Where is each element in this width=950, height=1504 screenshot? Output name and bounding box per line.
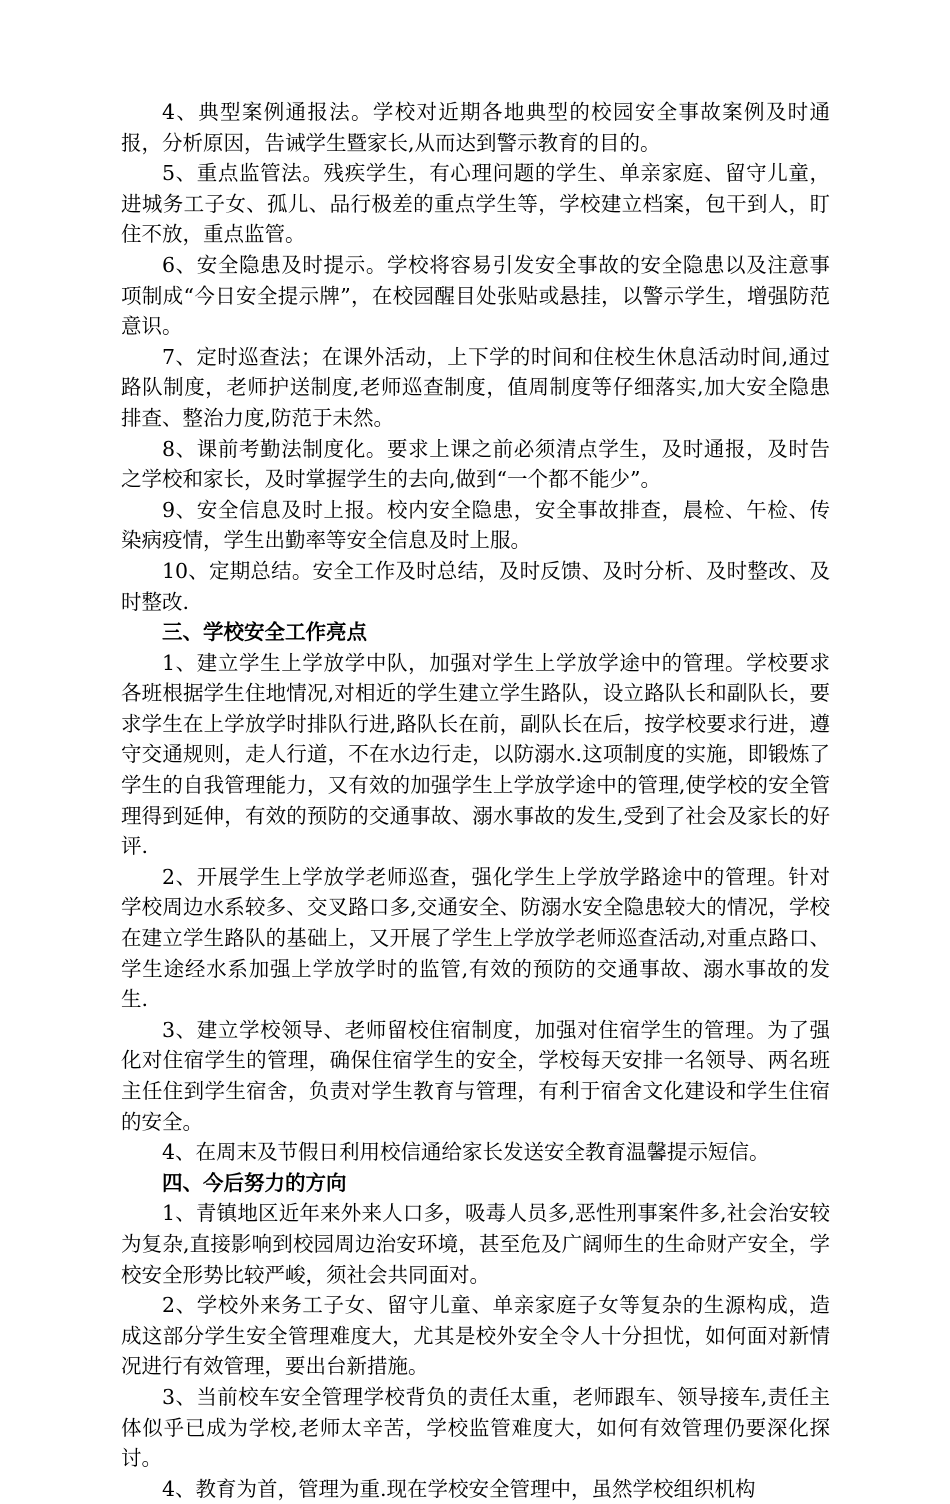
direction-2-student-sources: 2、学校外来务工子女、留守儿童、单亲家庭子女等复杂的生源构成，造成这部分学生安全管理难度大，尤其是校外安全令人十分担忧，如何面对新情况进行有效管理，要出台新措施。 [121,1293,830,1379]
item-4-case-report: 4、典型案例通报法。学校对近期各地典型的校园安全事故案例及时通报，分析原因，告诫学生暨家长,从而达到警示教育的目的。 [121,100,830,155]
item-9-reporting: 9、安全信息及时上报。校内安全隐患，安全事故排查，晨检、午检、传染病疫情，学生出勤率等安全信息及时上服。 [121,497,830,553]
highlight-3-dorm-duty: 3、建立学校领导、老师留校住宿制度，加强对住宿学生的管理。为了强化对住宿学生的管理，确保住宿学生的安全，学校每天安排一名领导、两名班主任住到学生宿舍，负责对学生教育与管理，有利于宿舍文化建设和学生住宿的安全。 [121,1017,830,1134]
item-10-summary: 10、定期总结。安全工作及时总结，及时反馈、及时分析、及时整改、及时整改. [121,558,830,614]
highlight-4-sms: 4、在周末及节假日利用校信通给家长发送安全教育温馨提示短信。 [162,1140,770,1165]
direction-1-environment: 1、青镇地区近年来外来人口多，吸毒人员多,恶性刑事案件多,社会治安较为复杂,直接影响到校园周边治安环境，甚至危及广阔师生的生命财产安全，学校安全形势比较严峻，须社会共同面对。 [121,1201,830,1287]
item-5-key-supervision: 5、重点监管法。残疾学生，有心理问题的学生、单亲家庭、留守儿童，进城务工子女、孤儿、品行极差的重点学生等，学校建立档案，包干到人，盯住不放，重点监管。 [121,161,830,247]
direction-3-school-bus: 3、当前校车安全管理学校背负的责任太重，老师跟车、领导接车,责任主体似乎已成为学校,老师太辛苦，学校监管难度大，如何有效管理仍要深化探讨。 [121,1384,830,1471]
highlight-2-teacher-patrol: 2、开展学生上学放学老师巡查，强化学生上学放学路途中的管理。针对学校周边水系较多、交叉路口多,交通安全、防溺水安全隐患较大的情况，学校在建立学生路队的基础上，又开展了学生上学放学老师巡查活动,对重点路口、学生途经水系加强上学放学时的监管,有效的预防的交通事故、溺水事故的发生. [121,864,830,1012]
item-6-hazard-reminder: 6、安全隐患及时提示。学校将容易引发安全事故的安全隐患以及注意事项制成“今日安全提示牌”，在校园醒目处张贴或悬挂，以警示学生，增强防范意识。 [121,252,830,339]
direction-4-education-first: 4、教育为首，管理为重.现在学校安全管理中，虽然学校组织机构 [162,1476,756,1501]
section-3-heading: 三、学校安全工作亮点 [162,620,367,645]
item-8-attendance: 8、课前考勤法制度化。要求上课之前必须清点学生，及时通报，及时告之学校和家长，及时掌握学生的去向,做到“一个都不能少”。 [121,436,830,492]
section-4-heading: 四、今后努力的方向 [162,1170,347,1195]
highlight-1-squad: 1、建立学生上学放学中队，加强对学生上学放学途中的管理。学校要求各班根据学生住地情况,对相近的学生建立学生路队，设立路队长和副队长，要求学生在上学放学时排队行进,路队长在前，副队长在后，按学校要求行进，遵守交通规则，走人行道，不在水边行走，以防溺水.这项制度的实施，即锻炼了学生的自我管理能力，又有效的加强学生上学放学途中的管理,使学校的安全管理得到延伸，有效的预防的交通事故、溺水事故的发生,受到了社会及家长的好评. [121,650,830,859]
item-7-patrol: 7、定时巡查法；在课外活动，上下学的时间和住校生休息活动时间,通过路队制度，老师护送制度,老师巡查制度，值周制度等仔细落实,加大安全隐患排查、整治力度,防范于未然。 [121,344,830,430]
